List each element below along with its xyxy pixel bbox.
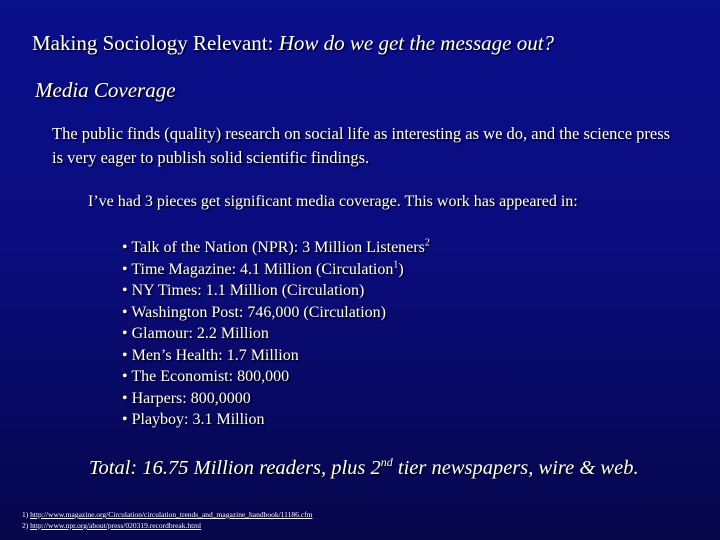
slide-title xyxy=(32,31,554,56)
list-item: • Harpers: 800,0000 xyxy=(122,389,251,407)
coverage-lead-text: I’ve had 3 pieces get significant media coverage. This work has appeared in: xyxy=(88,193,578,210)
list-item: • The Economist: 800,000 xyxy=(122,368,290,385)
slide-subtitle: Media Coverage xyxy=(35,78,176,102)
list-item: • NY Times: 1.1 Million (Circulation) xyxy=(122,282,365,299)
reference-1-link[interactable]: http://www.magazine.org/Circulation/circulation_trends_and_magazine_handbook/11186.cfm xyxy=(30,510,313,519)
intro-paragraph: The public finds (quality) research on social life as interesting as we do, and the science press is very eager to publish solid scientific findings. xyxy=(52,124,671,167)
reference-2-link[interactable]: http://www.npr.org/about/press/020319.recordbreak.html xyxy=(30,521,202,530)
slide-title-main: Making Sociology Relevant: xyxy=(32,31,279,55)
list-item: • Glamour: 2.2 Million xyxy=(122,325,269,342)
reference-2: 2) http://www.npr.org/about/press/020319.recordbreak.html xyxy=(22,521,202,530)
reference-1: 1) http://www.magazine.org/Circulation/circulation_trends_and_magazine_handbook/11186.cfm xyxy=(22,510,313,519)
media-outlet-list xyxy=(122,237,430,431)
list-item: • Playboy: 3.1 Million xyxy=(122,411,265,428)
slide-title-emphasis: How do we get the message out? xyxy=(278,31,555,55)
references xyxy=(22,509,312,531)
list-item: • Time Magazine: 4.1 Million (Circulation$^1$) xyxy=(122,259,404,278)
list-item: • Men’s Health: 1.7 Million xyxy=(122,346,299,364)
list-item: • Talk of the Nation (NPR): 3 Million Listeners$^2$ xyxy=(122,237,430,256)
total-readership: Total: 16.75 Million readers, plus 2nd tier newspapers, wire & web. xyxy=(89,455,639,479)
list-item: • Washington Post: 746,000 (Circulation) xyxy=(122,303,387,321)
